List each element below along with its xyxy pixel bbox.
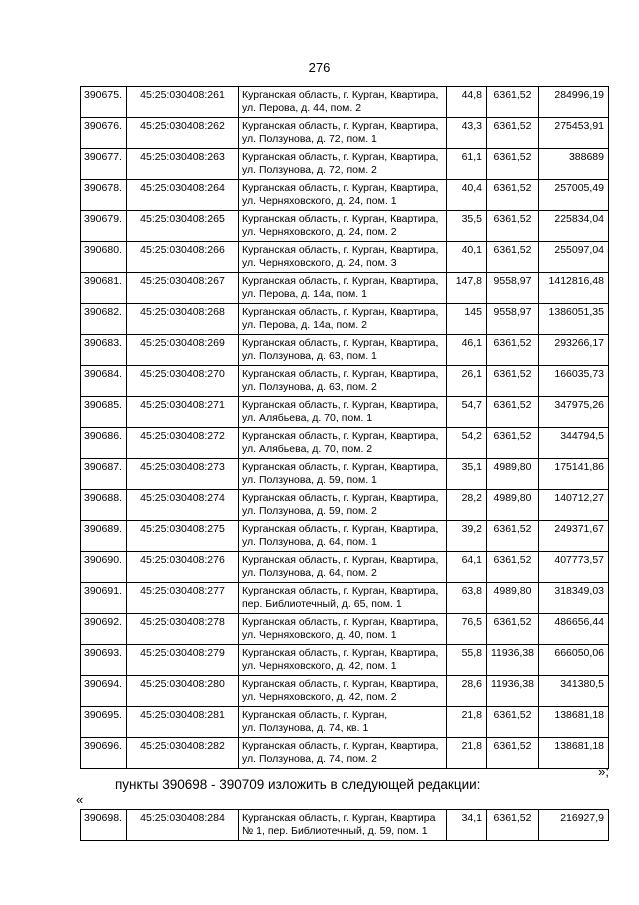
address-line-1: Курганская область, г. Курган, Квартира, — [242, 337, 439, 349]
rate-cell: 11936,38 — [487, 676, 539, 707]
register-table-body — [81, 87, 609, 769]
table-row — [81, 118, 609, 149]
cadastral-number-cell: 45:25:030408:270 — [127, 366, 239, 397]
cadastral-number-cell: 45:25:030408:272 — [127, 428, 239, 459]
area-cell: 147,8 — [447, 273, 487, 304]
rate-cell: 6361,52 — [487, 614, 539, 645]
table-row — [81, 645, 609, 676]
address-cell — [239, 459, 447, 490]
table-row — [81, 397, 609, 428]
cadastral-number-cell: 45:25:030408:279 — [127, 645, 239, 676]
cadastral-number-cell: 45:25:030408:271 — [127, 397, 239, 428]
table-row — [81, 552, 609, 583]
address-line-1: Курганская область, г. Курган, Квартира, — [242, 275, 439, 287]
cadastral-number-cell: 45:25:030408:264 — [127, 180, 239, 211]
address-cell — [239, 304, 447, 335]
row-number-cell: 390680. — [81, 242, 127, 273]
address-line-2: ул. Ползунова, д. 64, пом. 1 — [242, 536, 377, 548]
table-row — [81, 583, 609, 614]
value-cell: 249371,67 — [539, 521, 609, 552]
closing-quote: »; — [598, 764, 609, 779]
cadastral-number-cell: 45:25:030408:278 — [127, 614, 239, 645]
area-cell: 44,8 — [447, 87, 487, 118]
row-number-cell: 390682. — [81, 304, 127, 335]
cadastral-number-cell: 45:25:030408:267 — [127, 273, 239, 304]
area-cell: 76,5 — [447, 614, 487, 645]
area-cell: 54,7 — [447, 397, 487, 428]
cadastral-number-cell: 45:25:030408:269 — [127, 335, 239, 366]
row-number-cell: 390692. — [81, 614, 127, 645]
address-cell — [239, 397, 447, 428]
rate-cell: 6361,52 — [487, 118, 539, 149]
address-line-2: ул. Ползунова, д. 63, пом. 1 — [242, 350, 377, 362]
value-cell: 284996,19 — [539, 87, 609, 118]
table-row — [81, 211, 609, 242]
rate-cell: 6361,52 — [487, 180, 539, 211]
area-cell: 46,1 — [447, 335, 487, 366]
row-number-cell: 390686. — [81, 428, 127, 459]
area-cell: 26,1 — [447, 366, 487, 397]
area-cell: 34,1 — [447, 810, 487, 841]
cadastral-number-cell: 45:25:030408:268 — [127, 304, 239, 335]
table-row — [81, 521, 609, 552]
cadastral-number-cell: 45:25:030408:282 — [127, 738, 239, 769]
address-line-1: Курганская область, г. Курган, Квартира, — [242, 740, 439, 752]
register-table-amended — [80, 809, 609, 841]
area-cell: 21,8 — [447, 707, 487, 738]
row-number-cell: 390689. — [81, 521, 127, 552]
value-cell: 255097,04 — [539, 242, 609, 273]
row-number-cell: 390693. — [81, 645, 127, 676]
address-line-2: ул. Перова, д. 14а, пом. 2 — [242, 319, 367, 331]
rate-cell: 4989,80 — [487, 459, 539, 490]
value-cell: 257005,49 — [539, 180, 609, 211]
rate-cell: 9558,97 — [487, 273, 539, 304]
row-number-cell: 390685. — [81, 397, 127, 428]
address-cell — [239, 645, 447, 676]
rate-cell: 6361,52 — [487, 707, 539, 738]
value-cell: 1412816,48 — [539, 273, 609, 304]
row-number-cell: 390678. — [81, 180, 127, 211]
area-cell: 39,2 — [447, 521, 487, 552]
cadastral-number-cell: 45:25:030408:266 — [127, 242, 239, 273]
address-line-2: пер. Библиотечный, д. 65, пом. 1 — [242, 598, 402, 610]
address-line-2: ул. Ползунова, д. 59, пом. 1 — [242, 474, 377, 486]
address-line-2: ул. Черняховского, д. 24, пом. 1 — [242, 195, 397, 207]
rate-cell: 6361,52 — [487, 242, 539, 273]
area-cell: 63,8 — [447, 583, 487, 614]
address-cell — [239, 211, 447, 242]
address-line-2: ул. Перова, д. 44, пом. 2 — [242, 102, 362, 114]
area-cell: 64,1 — [447, 552, 487, 583]
rate-cell: 9558,97 — [487, 304, 539, 335]
row-number-cell: 390679. — [81, 211, 127, 242]
area-cell: 40,1 — [447, 242, 487, 273]
value-cell: 347975,26 — [539, 397, 609, 428]
amendment-instruction: пункты 390698 - 390709 изложить в следующей редакции: — [115, 777, 481, 792]
table-row — [81, 676, 609, 707]
row-number-cell: 390688. — [81, 490, 127, 521]
value-cell: 344794,5 — [539, 428, 609, 459]
address-line-2: ул. Ползунова, д. 74, кв. 1 — [242, 722, 369, 734]
rate-cell: 11936,38 — [487, 645, 539, 676]
row-number-cell: 390683. — [81, 335, 127, 366]
row-number-cell: 390684. — [81, 366, 127, 397]
row-number-cell: 390698. — [81, 810, 127, 841]
address-line-1: Курганская область, г. Курган, Квартира, — [242, 430, 439, 442]
value-cell: 216927,9 — [539, 810, 609, 841]
value-cell: 341380,5 — [539, 676, 609, 707]
area-cell: 21,8 — [447, 738, 487, 769]
address-line-2: ул. Черняховского, д. 42, пом. 1 — [242, 660, 397, 672]
address-line-1: Курганская область, г. Курган, Квартира, — [242, 585, 439, 597]
table-row — [81, 180, 609, 211]
table-row — [81, 242, 609, 273]
rate-cell: 6361,52 — [487, 810, 539, 841]
area-cell: 35,1 — [447, 459, 487, 490]
address-cell — [239, 428, 447, 459]
cadastral-number-cell: 45:25:030408:263 — [127, 149, 239, 180]
address-cell — [239, 614, 447, 645]
table-row — [81, 335, 609, 366]
address-line-2: ул. Алябьева, д. 70, пом. 1 — [242, 412, 373, 424]
address-cell — [239, 87, 447, 118]
address-line-2: ул. Ползунова, д. 59, пом. 2 — [242, 505, 377, 517]
row-number-cell: 390694. — [81, 676, 127, 707]
area-cell: 35,5 — [447, 211, 487, 242]
area-cell: 54,2 — [447, 428, 487, 459]
rate-cell: 6361,52 — [487, 366, 539, 397]
cadastral-number-cell: 45:25:030408:281 — [127, 707, 239, 738]
table-row — [81, 149, 609, 180]
row-number-cell: 390677. — [81, 149, 127, 180]
value-cell: 138681,18 — [539, 707, 609, 738]
rate-cell: 6361,52 — [487, 428, 539, 459]
cadastral-number-cell: 45:25:030408:276 — [127, 552, 239, 583]
address-cell — [239, 180, 447, 211]
row-number-cell: 390691. — [81, 583, 127, 614]
address-line-1: Курганская область, г. Курган, Квартира, — [242, 213, 439, 225]
value-cell: 486656,44 — [539, 614, 609, 645]
address-line-1: Курганская область, г. Курган, Квартира, — [242, 616, 439, 628]
address-line-1: Курганская область, г. Курган, Квартира, — [242, 647, 439, 659]
cadastral-number-cell: 45:25:030408:262 — [127, 118, 239, 149]
address-cell — [239, 335, 447, 366]
address-cell — [239, 738, 447, 769]
area-cell: 28,6 — [447, 676, 487, 707]
address-cell — [239, 490, 447, 521]
area-cell: 145 — [447, 304, 487, 335]
table-row — [81, 428, 609, 459]
row-number-cell: 390676. — [81, 118, 127, 149]
value-cell: 138681,18 — [539, 738, 609, 769]
area-cell: 28,2 — [447, 490, 487, 521]
address-cell — [239, 707, 447, 738]
value-cell: 407773,57 — [539, 552, 609, 583]
register-table — [80, 86, 609, 769]
row-number-cell: 390696. — [81, 738, 127, 769]
cadastral-number-cell: 45:25:030408:284 — [127, 810, 239, 841]
address-line-2: ул. Перова, д. 14а, пом. 1 — [242, 288, 367, 300]
value-cell: 318349,03 — [539, 583, 609, 614]
address-cell — [239, 583, 447, 614]
table-row — [81, 738, 609, 769]
address-cell — [239, 149, 447, 180]
address-cell — [239, 273, 447, 304]
address-line-1: Курганская область, г. Курган, Квартира, — [242, 492, 439, 504]
table-row — [81, 366, 609, 397]
rate-cell: 4989,80 — [487, 490, 539, 521]
address-line-2: ул. Черняховского, д. 24, пом. 3 — [242, 257, 397, 269]
rate-cell: 6361,52 — [487, 552, 539, 583]
table-row — [81, 273, 609, 304]
address-line-2: № 1, пер. Библиотечный, д. 59, пом. 1 — [242, 825, 428, 837]
opening-quote: « — [76, 792, 84, 807]
address-line-1: Курганская область, г. Курган, Квартира, — [242, 461, 439, 473]
table-row — [81, 707, 609, 738]
address-cell — [239, 242, 447, 273]
address-line-2: ул. Черняховского, д. 42, пом. 2 — [242, 691, 397, 703]
value-cell: 275453,91 — [539, 118, 609, 149]
row-number-cell: 390687. — [81, 459, 127, 490]
address-line-2: ул. Ползунова, д. 72, пом. 2 — [242, 164, 377, 176]
area-cell: 55,8 — [447, 645, 487, 676]
table-row — [81, 490, 609, 521]
address-line-2: ул. Ползунова, д. 72, пом. 1 — [242, 133, 377, 145]
rate-cell: 6361,52 — [487, 149, 539, 180]
rate-cell: 6361,52 — [487, 211, 539, 242]
value-cell: 175141,86 — [539, 459, 609, 490]
address-cell — [239, 366, 447, 397]
rate-cell: 6361,52 — [487, 738, 539, 769]
rate-cell: 6361,52 — [487, 87, 539, 118]
address-line-1: Курганская область, г. Курган, Квартира — [242, 812, 436, 824]
value-cell: 293266,17 — [539, 335, 609, 366]
page-number: 276 — [308, 60, 331, 75]
row-number-cell: 390675. — [81, 87, 127, 118]
address-cell — [239, 552, 447, 583]
address-line-1: Курганская область, г. Курган, Квартира, — [242, 523, 439, 535]
address-line-2: ул. Ползунова, д. 74, пом. 2 — [242, 753, 377, 765]
address-cell — [239, 676, 447, 707]
cadastral-number-cell: 45:25:030408:265 — [127, 211, 239, 242]
address-line-1: Курганская область, г. Курган, Квартира, — [242, 151, 439, 163]
address-line-2: ул. Черняховского, д. 24, пом. 2 — [242, 226, 397, 238]
area-cell: 61,1 — [447, 149, 487, 180]
address-line-1: Курганская область, г. Курган, Квартира, — [242, 244, 439, 256]
address-line-1: Курганская область, г. Курган, Квартира, — [242, 554, 439, 566]
value-cell: 140712,27 — [539, 490, 609, 521]
cadastral-number-cell: 45:25:030408:280 — [127, 676, 239, 707]
address-cell — [239, 118, 447, 149]
address-line-1: Курганская область, г. Курган, — [242, 709, 388, 721]
value-cell: 1386051,35 — [539, 304, 609, 335]
cadastral-number-cell: 45:25:030408:273 — [127, 459, 239, 490]
cadastral-number-cell: 45:25:030408:261 — [127, 87, 239, 118]
address-line-1: Курганская область, г. Курган, Квартира, — [242, 399, 439, 411]
address-line-2: ул. Ползунова, д. 63, пом. 2 — [242, 381, 377, 393]
row-number-cell: 390695. — [81, 707, 127, 738]
address-line-2: ул. Черняховского, д. 40, пом. 1 — [242, 629, 397, 641]
rate-cell: 6361,52 — [487, 397, 539, 428]
cadastral-number-cell: 45:25:030408:274 — [127, 490, 239, 521]
table-row — [81, 614, 609, 645]
value-cell: 166035,73 — [539, 366, 609, 397]
value-cell: 666050,06 — [539, 645, 609, 676]
table-row — [81, 87, 609, 118]
value-cell: 225834,04 — [539, 211, 609, 242]
rate-cell: 6361,52 — [487, 335, 539, 366]
rate-cell: 4989,80 — [487, 583, 539, 614]
area-cell: 40,4 — [447, 180, 487, 211]
row-number-cell: 390681. — [81, 273, 127, 304]
cadastral-number-cell: 45:25:030408:275 — [127, 521, 239, 552]
address-cell — [239, 521, 447, 552]
area-cell: 43,3 — [447, 118, 487, 149]
row-number-cell: 390690. — [81, 552, 127, 583]
table-row — [81, 304, 609, 335]
table-row — [81, 810, 609, 841]
register-table-amended-body — [81, 810, 609, 841]
address-line-1: Курганская область, г. Курган, Квартира, — [242, 678, 439, 690]
address-line-1: Курганская область, г. Курган, Квартира, — [242, 120, 439, 132]
rate-cell: 6361,52 — [487, 521, 539, 552]
cadastral-number-cell: 45:25:030408:277 — [127, 583, 239, 614]
address-line-2: ул. Алябьева, д. 70, пом. 2 — [242, 443, 373, 455]
address-line-1: Курганская область, г. Курган, Квартира, — [242, 182, 439, 194]
value-cell: 388689 — [539, 149, 609, 180]
table-row — [81, 459, 609, 490]
address-line-1: Курганская область, г. Курган, Квартира, — [242, 306, 439, 318]
address-cell — [239, 810, 447, 841]
address-line-2: ул. Ползунова, д. 64, пом. 2 — [242, 567, 377, 579]
address-line-1: Курганская область, г. Курган, Квартира, — [242, 368, 439, 380]
address-line-1: Курганская область, г. Курган, Квартира, — [242, 89, 439, 101]
